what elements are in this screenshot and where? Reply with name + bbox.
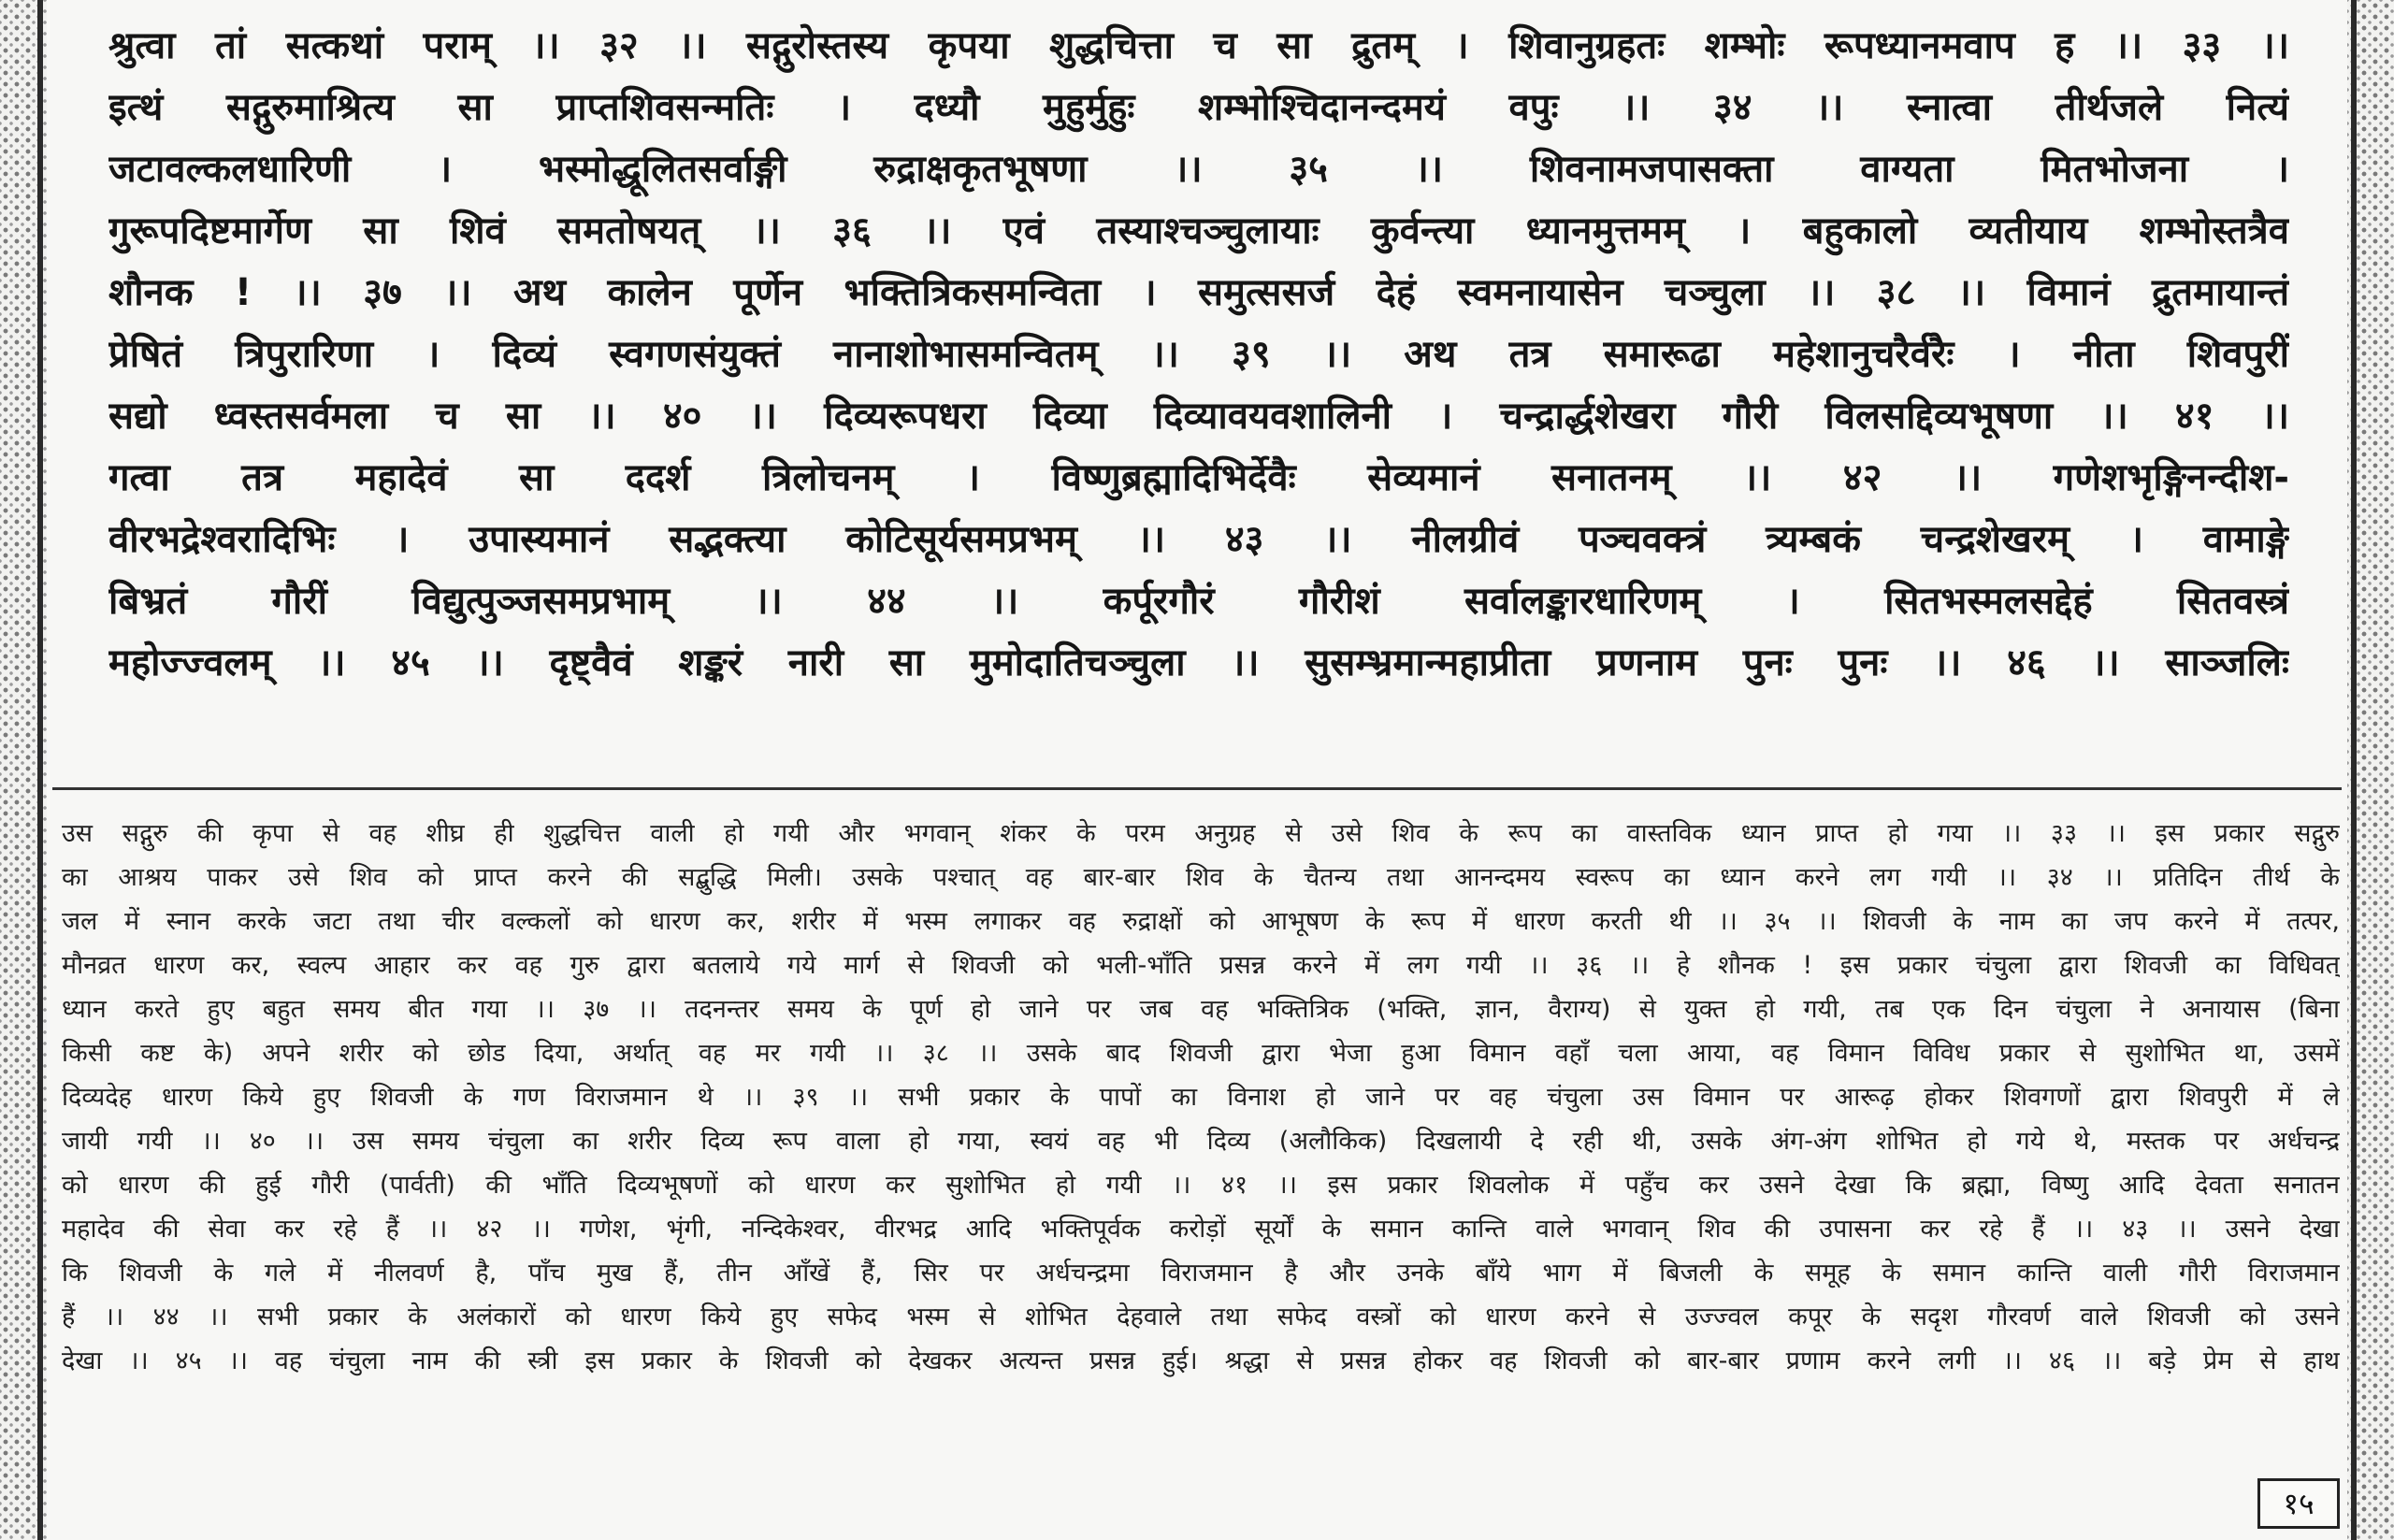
- sanskrit-line: श्रुत्वा तां सत्कथां पराम् ।। ३२ ।। सद्गुरोस्तस्य कृपया शुद्धचित्ता च सा द्रुतम् । शिवानुग्रहतः शम्भोः रूपध्यानमवाप ह ।। ३३ ।।: [108, 24, 2289, 67]
- hindi-line: ध्यान करते हुए बहुत समय बीत गया ।। ३७ ।। तदनन्तर समय के पूर्ण हो जाने पर जब वह भक्तित्रिक (भक्ति, ज्ञान, वैराग्य) से युक्त हो गयी, तब एक दिन चंचुला ने अनायास (बिना: [62, 995, 2340, 1024]
- hindi-line: महादेव की सेवा कर रहे हैं ।। ४२ ।। गणेश, भृंगी, नन्दिकेश्वर, वीरभद्र आदि भक्तिपूर्वक करोड़ों सूर्यों के समान कान्ति वाले भगवान् शिव की उपासना कर रहे हैं ।। ४३ ।। उसने देखा: [62, 1215, 2340, 1244]
- left-decorative-border: [0, 0, 47, 1540]
- sanskrit-line: सद्यो ध्वस्तसर्वमला च सा ।। ४० ।। दिव्यरूपधरा दिव्या दिव्यावयवशालिनी । चन्द्रार्द्धशेखरा गौरी विलसद्दिव्यभूषणा ।। ४१ ।।: [108, 395, 2289, 438]
- sanskrit-line: प्रेषितं त्रिपुरारिणा । दिव्यं स्वगणसंयुक्तं नानाशोभासमन्वितम् ।। ३९ ।। अथ तत्र समारूढा महेशानुचरैर्वरैः । नीता शिवपुरीं: [108, 333, 2289, 376]
- sanskrit-line: शौनक ! ।। ३७ ।। अथ कालेन पूर्णेन भक्तित्रिकसमन्विता । समुत्ससर्ज देहं स्वमनायासेन चञ्चुला ।। ३८ ।। विमानं द्रुतमायान्तं: [108, 271, 2289, 314]
- hindi-line: किसी कष्ट के) अपने शरीर को छोड दिया, अर्थात् वह मर गयी ।। ३८ ।। उसके बाद शिवजी द्वारा भेजा हुआ विमान वहाँ चला आया, वह विमान विविध प्रकार से सुशोभित था, उसमें: [62, 1039, 2340, 1068]
- sanskrit-line: गत्वा तत्र महादेवं सा ददर्श त्रिलोचनम् । विष्णुब्रह्मादिभिर्देवैः सेव्यमानं सनातनम् ।। ४२ ।। गणेशभृङ्गिनन्दीश-: [108, 456, 2289, 499]
- page-number-box: १५: [2257, 1478, 2340, 1529]
- hindi-line: दिव्यदेह धारण किये हुए शिवजी के गण विराजमान थे ।। ३९ ।। सभी प्रकार के पापों का विनाश हो जाने पर वह चंचुला उस विमान पर आरूढ़ होकर शिवगणों द्वारा शिवपुरी में ले: [62, 1083, 2340, 1112]
- sanskrit-line: जटावल्कलधारिणी । भस्मोद्धूलितसर्वाङ्गी रुद्राक्षकृतभूषणा ।। ३५ ।। शिवनामजपासक्ता वाग्यता मितभोजना ।: [108, 148, 2289, 191]
- hindi-line: उस सद्गुरु की कृपा से वह शीघ्र ही शुद्धचित्त वाली हो गयी और भगवान् शंकर के परम अनुग्रह से उसे शिव के रूप का वास्तविक ध्यान प्राप्त हो गया ।। ३३ ।। इस प्रकार सद्गुरु: [62, 819, 2340, 848]
- sanskrit-line: बिभ्रतं गौरीं विद्युत्पुञ्जसमप्रभाम् ।। ४४ ।। कर्पूरगौरं गौरीशं सर्वालङ्कारधारिणम् । सितभस्मलसद्देहं सितवस्त्रं: [108, 580, 2289, 623]
- hindi-line: देखा ।। ४५ ।। वह चंचुला नाम की स्त्री इस प्रकार के शिवजी को देखकर अत्यन्त प्रसन्न हुई। श्रद्धा से प्रसन्न होकर वह शिवजी को बार-बार प्रणाम करने लगी ।। ४६ ।। बड़े प्रेम से हाथ: [62, 1346, 2340, 1375]
- sanskrit-line: वीरभद्रेश्वरादिभिः । उपास्यमानं सद्भक्त्या कोटिसूर्यसमप्रभम् ।। ४३ ।। नीलग्रीवं पञ्चवक्त्रं त्र्यम्बकं चन्द्रशेखरम् । वामाङ्गे: [108, 518, 2289, 561]
- hindi-line: हैं ।। ४४ ।। सभी प्रकार के अलंकारों को धारण किये हुए सफेद भस्म से शोभित देहवाले तथा सफेद वस्त्रों को धारण करने से उज्ज्वल कपूर के सदृश गौरवर्ण वाले शिवजी को उसने: [62, 1303, 2340, 1331]
- hindi-line: जायी गयी ।। ४० ।। उस समय चंचुला का शरीर दिव्य रूप वाला हो गया, स्वयं वह भी दिव्य (अलौकिक) दिखलायी दे रही थी, उसके अंग-अंग शोभित हो गये थे, मस्तक पर अर्धचन्द्र: [62, 1127, 2340, 1156]
- hindi-line: का आश्रय पाकर उसे शिव को प्राप्त करने की सद्बुद्धि मिली। उसके पश्चात् वह बार-बार शिव के चैतन्य तथा आनन्दमय स्वरूप का ध्यान करने लग गयी ।। ३४ ।। प्रतिदिन तीर्थ के: [62, 863, 2340, 892]
- sanskrit-verse-block: [108, 15, 2289, 770]
- hindi-line: मौनव्रत धारण कर, स्वल्प आहार कर वह गुरु द्वारा बतलाये गये मार्ग से शिवजी को भली-भाँति प्रसन्न करने में लग गयी ।। ३६ ।। हे शौनक ! इस प्रकार चंचुला द्वारा शिवजी का विधिवत्: [62, 951, 2340, 980]
- sanskrit-line: इत्थं सद्गुरुमाश्रित्य सा प्राप्तशिवसन्मतिः । दध्यौ मुहुर्मुहुः शम्भोश्चिदानन्दमयं वपुः ।। ३४ ।। स्नात्वा तीर्थजले नित्यं: [108, 86, 2289, 129]
- sanskrit-line: गुरूपदिष्टमार्गेण सा शिवं समतोषयत् ।। ३६ ।। एवं तस्याश्चञ्चुलायाः कुर्वन्त्या ध्यानमुत्तमम् । बहुकालो व्यतीयाय शम्भोस्तत्रैव: [108, 209, 2289, 252]
- sanskrit-line: महोज्ज्वलम् ।। ४५ ।। दृष्ट्वैवं शङ्करं नारी सा मुमोदातिचञ्चुला ।। सुसम्भ्रमान्महाप्रीता प्रणनाम पुनः पुनः ।। ४६ ।। साञ्जलिः: [108, 641, 2289, 684]
- hindi-translation-block: [62, 812, 2340, 1498]
- hindi-line: को धारण की हुई गौरी (पार्वती) की भाँति दिव्यभूषणों को धारण कर सुशोभित हो गयी ।। ४१ ।। इस प्रकार शिवलोक में पहुँच कर उसने देखा कि ब्रह्मा, विष्णु आदि देवता सनातन: [62, 1171, 2340, 1200]
- hindi-line: जल में स्नान करके जटा तथा चीर वल्कलों को धारण कर, शरीर में भस्म लगाकर वह रुद्राक्षों को आभूषण के रूप में धारण करती थी ।। ३५ ।। शिवजी के नाम का जप करने में तत्पर,: [62, 907, 2340, 936]
- right-decorative-border: [2347, 0, 2394, 1540]
- section-divider: [52, 787, 2342, 790]
- hindi-line: कि शिवजी के गले में नीलवर्ण है, पाँच मुख हैं, तीन आँखें हैं, सिर पर अर्धचन्द्रमा विराजमान है और उनके बाँये भाग में बिजली के समूह के समान कान्ति वाली गौरी विराजमान: [62, 1259, 2340, 1288]
